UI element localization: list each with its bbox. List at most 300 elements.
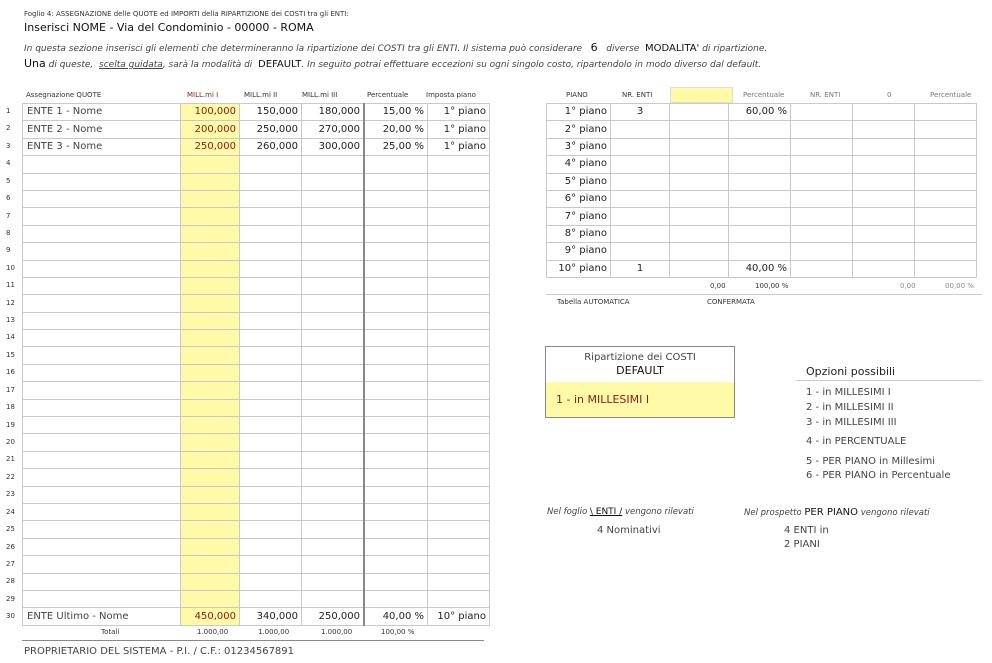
mill-1-cell[interactable] [181,190,240,207]
mill-2-cell[interactable] [240,330,302,347]
mill-2-cell[interactable] [240,173,302,190]
ente-name-cell[interactable] [23,364,181,381]
mill-3-cell[interactable] [302,156,365,173]
imposta-piano-cell[interactable] [428,573,490,590]
mill-3-cell[interactable] [302,295,365,312]
note-piani-count: 2 PIANI [784,539,820,550]
percentuale-cell[interactable] [729,208,791,225]
row-number: 14 [6,333,15,342]
table-row [23,104,490,121]
ente-name-cell[interactable] [23,330,181,347]
percentuale-cell[interactable] [364,417,428,434]
empty-cell [791,208,853,225]
imposta-piano-cell[interactable] [428,347,490,364]
mill-2-cell[interactable] [240,590,302,607]
mill-3-cell[interactable] [302,260,365,277]
ente-name-cell[interactable]: ENTE 2 - Nome [23,121,181,138]
percentuale-cell[interactable] [364,538,428,555]
mill-1-cell[interactable] [181,364,240,381]
percentuale-cell[interactable] [364,503,428,520]
ente-name-cell[interactable]: ENTE 1 - Nome [23,104,181,121]
piano-divider [546,294,982,295]
ente-name-cell[interactable] [23,451,181,468]
tabella-label: Tabella AUTOMATICA [557,298,630,306]
mill-2-cell[interactable] [240,399,302,416]
empty-cell [915,121,977,138]
mill-2-cell[interactable]: 250,000 [240,121,302,138]
mill-2-cell[interactable] [240,347,302,364]
percentuale-cell[interactable] [364,260,428,277]
intro-text: diverse [606,44,640,54]
piano-cell[interactable]: 4° piano [547,156,611,173]
row-number: 10 [6,263,15,272]
table-row [23,608,490,625]
row-number: 30 [6,612,15,621]
mill-3-cell[interactable] [302,538,365,555]
mill-1-cell[interactable] [181,347,240,364]
table-row [23,156,490,173]
table-row [23,330,490,347]
ente-name-cell[interactable] [23,469,181,486]
row-number: 20 [6,438,15,447]
mill-2-cell[interactable] [240,260,302,277]
percentuale-cell[interactable] [364,225,428,242]
mill-1-cell[interactable] [181,573,240,590]
percentuale-cell[interactable] [364,399,428,416]
table-row [23,173,490,190]
mill-2-cell[interactable] [240,469,302,486]
row-number: 12 [6,298,15,307]
mill-2-cell[interactable] [240,556,302,573]
ente-name-cell[interactable] [23,243,181,260]
table-row [23,208,490,225]
mill-2-cell[interactable] [240,156,302,173]
sheet-title: Foglio 4: ASSEGNAZIONE delle QUOTE ed IMPORTI della RIPARTIZIONE dei COSTI tra gli ENTI: [24,10,349,18]
col-header-nr-enti-2: NR. ENTI [810,91,841,99]
mill-1-cell[interactable] [181,503,240,520]
percentuale-cell[interactable] [364,277,428,294]
mill-2-cell[interactable] [240,521,302,538]
mill-3-cell[interactable] [302,243,365,260]
percentuale-cell[interactable]: 40,00 % [364,608,428,625]
percentuale-cell[interactable] [364,156,428,173]
mill-1-cell[interactable] [181,243,240,260]
imposta-piano-cell[interactable]: 1° piano [428,121,490,138]
mill-3-cell[interactable] [302,469,365,486]
nr-enti-cell[interactable] [611,173,670,190]
empty-cell [853,138,915,155]
ente-name-cell[interactable] [23,156,181,173]
empty-cell [915,190,977,207]
percentuale-cell[interactable]: 25,00 % [364,138,428,155]
imposta-piano-cell[interactable] [428,503,490,520]
nr-enti-cell[interactable]: 1 [611,260,670,277]
piano-row [547,138,977,155]
option-item: 5 - PER PIANO in Millesimi [806,456,936,467]
piano-table [546,103,977,278]
ente-name-cell[interactable] [23,190,181,207]
mill-3-cell[interactable]: 180,000 [302,104,365,121]
ente-name-cell[interactable] [23,277,181,294]
imposta-piano-cell[interactable] [428,451,490,468]
mill-2-cell[interactable] [240,486,302,503]
mill-1-cell[interactable] [181,208,240,225]
imposta-piano-cell[interactable] [428,243,490,260]
mill-2-cell[interactable] [240,503,302,520]
percentuale-cell[interactable] [364,312,428,329]
mill-1-cell[interactable] [181,417,240,434]
imposta-piano-cell[interactable]: 1° piano [428,138,490,155]
option-item: 3 - in MILLESIMI III [806,417,897,428]
nr-enti-cell[interactable] [611,121,670,138]
row-number: 25 [6,525,15,534]
imposta-piano-cell[interactable]: 1° piano [428,104,490,121]
imposta-piano-cell[interactable] [428,260,490,277]
ente-name-cell[interactable] [23,486,181,503]
ente-name-cell[interactable] [23,417,181,434]
col-header-mill-2: MILL.mi II [244,91,278,99]
percentuale-cell[interactable] [364,556,428,573]
percentuale-cell[interactable] [729,156,791,173]
empty-cell [853,156,915,173]
percentuale-cell[interactable] [364,190,428,207]
ente-name-cell[interactable] [23,521,181,538]
mill-3-cell[interactable] [302,399,365,416]
row-number: 29 [6,594,15,603]
table-row [23,312,490,329]
percentuale-cell[interactable] [364,434,428,451]
ente-name-cell[interactable] [23,538,181,555]
table-row [23,417,490,434]
mill-1-cell[interactable] [181,469,240,486]
mill-3-cell[interactable]: 300,000 [302,138,365,155]
mill-3-cell[interactable] [302,382,365,399]
ripartizione-selector[interactable]: 1 - in MILLESIMI I [546,382,734,417]
mill-3-cell[interactable] [302,451,365,468]
ente-name-cell[interactable] [23,225,181,242]
mill-2-cell[interactable] [240,382,302,399]
mill-2-cell[interactable] [240,451,302,468]
percentuale-cell[interactable] [364,486,428,503]
imposta-piano-cell[interactable] [428,173,490,190]
mill-3-cell[interactable] [302,417,365,434]
percentuale-cell[interactable]: 20,00 % [364,121,428,138]
ente-name-cell[interactable] [23,260,181,277]
mill-2-cell[interactable] [240,364,302,381]
enti-sheet-link[interactable]: \ ENTI / [589,507,623,517]
percentuale-cell[interactable] [364,295,428,312]
mill-3-cell[interactable]: 270,000 [302,121,365,138]
row-number: 8 [6,228,11,237]
imposta-piano-cell[interactable] [428,399,490,416]
intro-line-2 [24,57,761,70]
ente-name-cell[interactable] [23,590,181,607]
mill-3-cell[interactable] [302,573,365,590]
note-text: Nel prospetto [744,508,802,518]
condo-title: Inserisci NOME - Via del Condominio - 00000 - ROMA [24,21,314,34]
imposta-piano-cell[interactable] [428,434,490,451]
nr-enti-cell[interactable] [611,243,670,260]
note-enti [547,507,694,517]
mill-3-cell[interactable] [302,434,365,451]
mill-1-cell[interactable] [181,538,240,555]
row-number: 11 [6,281,15,290]
imposta-piano-cell[interactable] [428,225,490,242]
empty-cell [915,138,977,155]
nr-enti-cell[interactable] [611,225,670,242]
mill-3-cell[interactable] [302,277,365,294]
row-number: 18 [6,403,15,412]
piano-cell[interactable]: 7° piano [547,208,611,225]
piano-cell[interactable]: 10° piano [547,260,611,277]
imposta-piano-cell[interactable] [428,364,490,381]
mill-2-cell[interactable] [240,573,302,590]
percentuale-cell[interactable]: 15,00 % [364,104,428,121]
piano-cell[interactable]: 9° piano [547,243,611,260]
mill-1-cell[interactable] [181,451,240,468]
mill-2-cell[interactable]: 260,000 [240,138,302,155]
empty-cell [853,173,915,190]
option-item: 2 - in MILLESIMI II [806,402,894,413]
imposta-piano-cell[interactable] [428,190,490,207]
piano-cell[interactable]: 8° piano [547,225,611,242]
ente-name-cell[interactable] [23,573,181,590]
table-row [23,382,490,399]
percentuale-cell[interactable] [364,451,428,468]
empty-cell [915,243,977,260]
imposta-piano-cell[interactable] [428,156,490,173]
mill-1-cell[interactable] [181,295,240,312]
mill-2-cell[interactable] [240,417,302,434]
mill-3-cell[interactable] [302,364,365,381]
imposta-piano-cell[interactable] [428,521,490,538]
mill-1-cell[interactable] [181,173,240,190]
mill-3-cell[interactable] [302,503,365,520]
piano-cell[interactable]: 1° piano [547,104,611,121]
mill-3-cell[interactable] [302,173,365,190]
mill-3-cell[interactable] [302,590,365,607]
mill-2-cell[interactable] [240,208,302,225]
ripartizione-title: Ripartizione dei COSTI [584,352,696,363]
mill-1-cell[interactable]: 100,000 [181,104,240,121]
col-header-mill-3: MILL.mi III [302,91,338,99]
percentuale-cell[interactable] [729,225,791,242]
row-number: 4 [6,159,11,168]
ente-name-cell[interactable] [23,399,181,416]
percentuale-cell[interactable] [364,469,428,486]
col-header-imposta-piano: Imposta piano [426,91,476,99]
nr-enti-cell[interactable] [611,190,670,207]
ente-name-cell[interactable] [23,347,181,364]
imposta-piano-cell[interactable] [428,330,490,347]
ente-name-cell[interactable] [23,208,181,225]
empty-cell [915,156,977,173]
intro-text: di queste, [48,60,94,70]
row-number: 21 [6,455,15,464]
mill-1-cell[interactable] [181,312,240,329]
percentuale-cell[interactable] [364,382,428,399]
note-text: vengono rilevati [624,507,694,517]
piano-row [547,243,977,260]
percentuale-cell[interactable]: 40,00 % [729,260,791,277]
table-row [23,451,490,468]
mill-3-cell[interactable] [302,312,365,329]
imposta-piano-cell[interactable] [428,295,490,312]
mill-1-cell[interactable]: 450,000 [181,608,240,625]
ente-name-cell[interactable] [23,312,181,329]
empty-cell [791,190,853,207]
table-row [23,434,490,451]
percentuale-cell[interactable] [364,330,428,347]
imposta-piano-cell[interactable] [428,312,490,329]
mill-2-cell[interactable]: 340,000 [240,608,302,625]
piano-cell[interactable]: 2° piano [547,121,611,138]
ente-name-cell[interactable] [23,173,181,190]
mill-2-cell[interactable] [240,243,302,260]
percentuale-cell[interactable] [729,121,791,138]
imposta-piano-cell[interactable] [428,469,490,486]
nr-enti-cell[interactable] [611,138,670,155]
mill-3-cell[interactable] [302,486,365,503]
percentuale-cell[interactable] [364,590,428,607]
piano-row [547,225,977,242]
piano-cell[interactable]: 6° piano [547,190,611,207]
mill-3-cell[interactable] [302,208,365,225]
imposta-piano-cell[interactable] [428,417,490,434]
ente-name-cell[interactable] [23,295,181,312]
empty-cell [670,156,729,173]
mill-1-cell[interactable] [181,486,240,503]
piano-cell[interactable]: 3° piano [547,138,611,155]
intro-line-1 [24,41,767,54]
piano-input-cell[interactable] [670,87,733,103]
mill-1-cell[interactable]: 200,000 [181,121,240,138]
ente-name-cell[interactable]: ENTE Ultimo - Nome [23,608,181,625]
ente-name-cell[interactable] [23,434,181,451]
options-title: Opzioni possibili [806,365,896,378]
imposta-piano-cell[interactable] [428,277,490,294]
row-number: 22 [6,472,15,481]
piano-cell[interactable]: 5° piano [547,173,611,190]
ente-name-cell[interactable] [23,503,181,520]
row-number: 1 [6,107,11,115]
option-item: 6 - PER PIANO in Percentuale [806,470,951,481]
mill-2-cell[interactable] [240,295,302,312]
mill-1-cell[interactable] [181,382,240,399]
scelta-guidata-link[interactable]: scelta guidata [99,60,163,70]
ente-name-cell[interactable] [23,556,181,573]
mill-2-cell[interactable] [240,190,302,207]
empty-cell [853,104,915,121]
percentuale-cell[interactable] [364,173,428,190]
mill-3-cell[interactable] [302,330,365,347]
total-mill-1: 1.000,00 [197,628,229,636]
imposta-piano-cell[interactable] [428,590,490,607]
imposta-piano-cell[interactable] [428,382,490,399]
nr-enti-cell[interactable] [611,156,670,173]
piano-row [547,260,977,277]
mill-1-cell[interactable] [181,225,240,242]
empty-cell [670,138,729,155]
mill-1-cell[interactable] [181,330,240,347]
imposta-piano-cell[interactable]: 10° piano [428,608,490,625]
percentuale-cell[interactable] [729,243,791,260]
percentuale-cell[interactable] [364,521,428,538]
table-row [23,521,490,538]
mill-2-cell[interactable]: 150,000 [240,104,302,121]
nr-enti-cell[interactable]: 3 [611,104,670,121]
table-row [23,190,490,207]
mill-1-cell[interactable] [181,399,240,416]
table-row [23,260,490,277]
row-number: 16 [6,368,15,377]
row-number: 15 [6,350,15,359]
imposta-piano-cell[interactable] [428,556,490,573]
mill-1-cell[interactable] [181,277,240,294]
empty-cell [915,260,977,277]
percentuale-cell[interactable]: 60,00 % [729,104,791,121]
col-header-piano: PIANO [566,91,588,99]
percentuale-cell[interactable] [729,173,791,190]
mill-2-cell[interactable] [240,434,302,451]
mill-3-cell[interactable] [302,347,365,364]
percentuale-cell[interactable] [364,208,428,225]
mill-2-cell[interactable] [240,538,302,555]
percentuale-cell[interactable] [364,573,428,590]
percentuale-cell[interactable] [729,138,791,155]
empty-cell [791,138,853,155]
percentuale-cell[interactable] [364,364,428,381]
ente-name-cell[interactable]: ENTE 3 - Nome [23,138,181,155]
empty-cell [915,104,977,121]
mill-1-cell[interactable] [181,156,240,173]
imposta-piano-cell[interactable] [428,208,490,225]
mill-3-cell[interactable] [302,556,365,573]
imposta-piano-cell[interactable] [428,538,490,555]
intro-text: In questa sezione inserisci gli elementi che determineranno la ripartizione dei COSTI tra gli ENTI. Il sistema può considerare [24,44,583,54]
col-header-percentuale-2: Percentuale [743,91,785,99]
percentuale-cell[interactable] [729,190,791,207]
table-row [23,364,490,381]
table-row [23,469,490,486]
row-number: 27 [6,559,15,568]
nr-enti-cell[interactable] [611,208,670,225]
row-number: 2 [6,124,11,133]
ente-name-cell[interactable] [23,382,181,399]
imposta-piano-cell[interactable] [428,486,490,503]
mill-1-cell[interactable] [181,434,240,451]
mill-2-cell[interactable] [240,312,302,329]
mill-2-cell[interactable] [240,277,302,294]
modality-count: 6 [590,41,598,54]
percentuale-cell[interactable] [364,347,428,364]
mill-2-cell[interactable] [240,225,302,242]
percentuale-cell[interactable] [364,243,428,260]
row-number: 3 [6,141,11,150]
mill-1-cell[interactable]: 250,000 [181,138,240,155]
note-text: Nel foglio [547,507,588,517]
mill-3-cell[interactable] [302,190,365,207]
note-text: vengono rilevati [860,508,930,518]
mill-3-cell[interactable] [302,225,365,242]
mill-1-cell[interactable] [181,590,240,607]
mill-1-cell[interactable] [181,260,240,277]
empty-cell [670,260,729,277]
mill-3-cell[interactable]: 250,000 [302,608,365,625]
mill-1-cell[interactable] [181,556,240,573]
mill-3-cell[interactable] [302,521,365,538]
mill-1-cell[interactable] [181,521,240,538]
